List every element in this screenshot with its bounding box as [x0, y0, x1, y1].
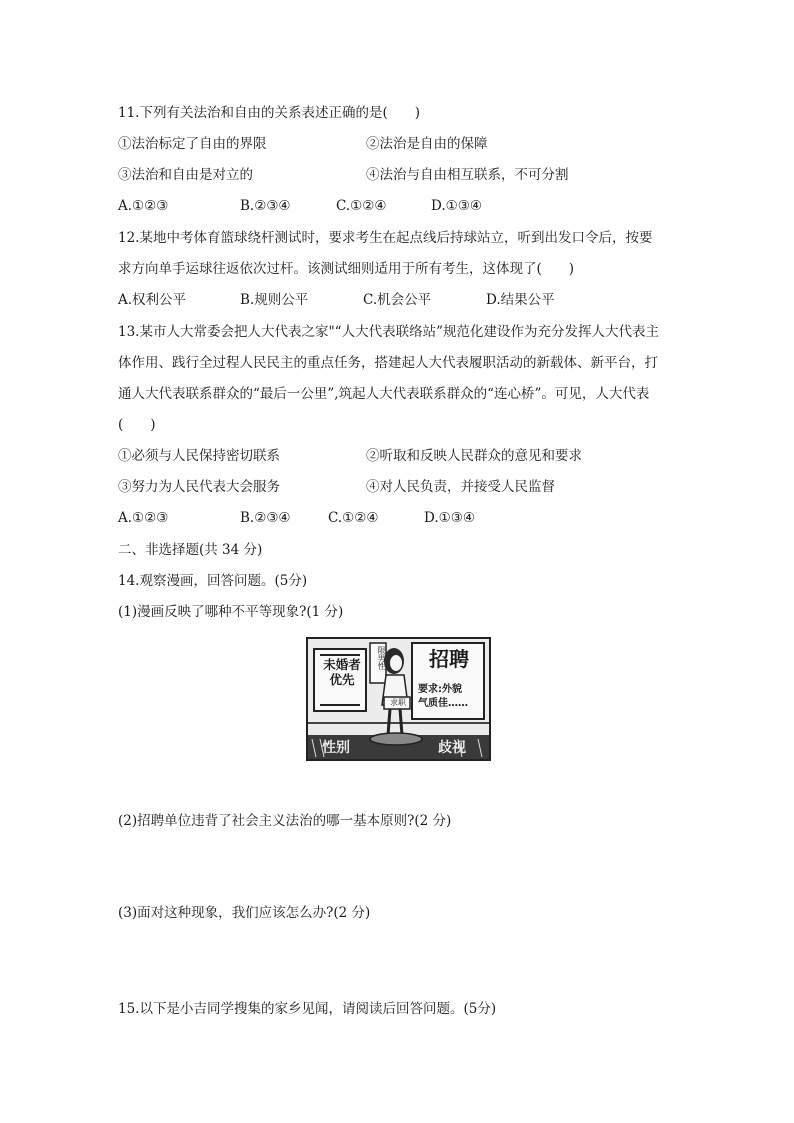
q11-choice-b: B.②③④ [240, 198, 291, 214]
q14-subquestion-2: (2)招聘单位违背了社会主义法治的哪一基本原则?(2 分) [118, 813, 452, 829]
cartoon-ground-right: 歧视 [438, 740, 466, 756]
q13-stem-line-2: 体作用、践行全过程人民民主的重点任务，搭建起人大代表履职活动的新载体、新平台，打 [118, 355, 658, 371]
cartoon-sign-right-line-1: 要求:外貌 [418, 684, 462, 695]
cartoon-sign-right-line-2: 气质佳…… [418, 698, 468, 709]
q13-choice-d: D.①③④ [424, 510, 475, 526]
cartoon-sign-middle: 限男性 [377, 646, 386, 670]
cartoon-illustration [306, 637, 491, 761]
q12-stem-line-2: 求方向单手运球往返依次过杆。该测试细则适用于所有考生，这体现了( ) [118, 261, 575, 277]
q12-choice-b: B.规则公平 [240, 292, 309, 308]
q11-option-4: ④法治与自由相互联系，不可分割 [366, 167, 569, 183]
section-heading: 二、非选择题(共 34 分) [118, 542, 263, 558]
q11-stem: 11.下列有关法治和自由的关系表述正确的是( ) [118, 105, 421, 121]
cartoon-sign-right-title: 招聘 [429, 647, 469, 671]
q14-stem: 14.观察漫画，回答问题。(5分) [118, 573, 308, 589]
cartoon-badge: 求职 [390, 698, 406, 707]
q11-option-1: ①法治标定了自由的界限 [118, 136, 267, 152]
cartoon-ground-left: 性别 [322, 740, 350, 756]
cartoon-sign-left-line-2: 优先 [329, 672, 355, 687]
q11-option-3: ③法治和自由是对立的 [118, 167, 253, 183]
q13-choice-a: A.①②③ [118, 510, 169, 526]
q14-subquestion-3: (3)面对这种现象，我们应该怎么办?(2 分) [118, 905, 371, 921]
q13-choice-c: C.①②④ [328, 510, 379, 526]
q11-choice-a: A.①②③ [118, 198, 169, 214]
q11-choice-d: D.①③④ [431, 198, 482, 214]
q13-stem-line-1: 13.某市人大常委会把人大代表之家"“人大代表联络站”规范化建设作为充分发挥人大代表主 [118, 324, 659, 340]
q11-choice-c: C.①②④ [336, 198, 387, 214]
q13-option-1: ①必须与人民保持密切联系 [118, 448, 280, 464]
q14-subquestion-1: (1)漫画反映了哪种不平等现象?(1 分) [118, 604, 344, 620]
cartoon-sign-left-line-1: 未婚者 [323, 657, 361, 672]
q13-option-4: ④对人民负责，并接受人民监督 [366, 479, 555, 495]
q11-option-2: ②法治是自由的保障 [366, 136, 488, 152]
q12-choice-a: A.权利公平 [118, 292, 187, 308]
q13-stem-line-3: 通人大代表联系群众的“最后一公里”,筑起人大代表联系群众的“连心桥”。可见，人大代表 [118, 386, 650, 402]
q12-choice-c: C.机会公平 [363, 292, 432, 308]
q12-choice-d: D.结果公平 [486, 292, 555, 308]
q15-stem: 15.以下是小吉同学搜集的家乡见闻，请阅读后回答问题。(5分) [118, 1001, 497, 1017]
q12-stem-line-1: 12.某地中考体育篮球绕杆测试时，要求考生在起点线后持球站立，听到出发口令后，按要 [118, 230, 653, 246]
q13-option-3: ③努力为人民代表大会服务 [118, 479, 280, 495]
q13-stem-line-4: ( ) [118, 417, 156, 433]
q13-option-2: ②听取和反映人民群众的意见和要求 [366, 448, 582, 464]
q13-choice-b: B.②③④ [240, 510, 291, 526]
